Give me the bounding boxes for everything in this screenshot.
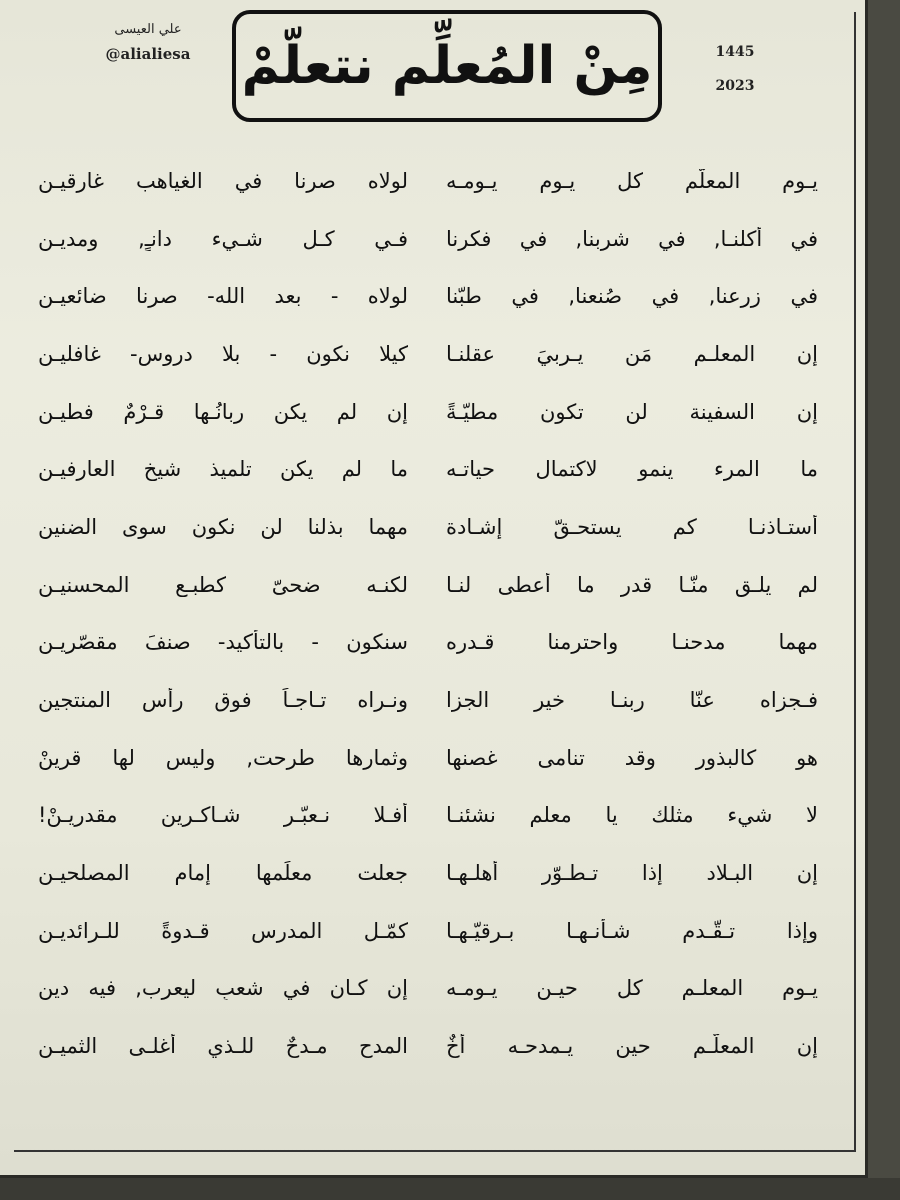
verse-first-hemistich: في أكلنـا, في شربنا, في فكرنا bbox=[446, 226, 818, 251]
verse bbox=[38, 787, 818, 845]
verse-second-hemistich: ونـراه تـاجـاً فوق رأس المنتجين bbox=[38, 688, 408, 713]
verse bbox=[38, 1017, 818, 1075]
title-box bbox=[232, 10, 662, 122]
verse-first-hemistich: وإذا تـقّـدم شـأنـهـا بـرقيّـهـا bbox=[446, 918, 818, 943]
verse-second-hemistich: المدح مـدحٌ للـذي أغلـى الثميـن bbox=[38, 1034, 408, 1059]
verse bbox=[38, 671, 818, 729]
verse-second-hemistich: وثمارها طرحت, وليس لها قرينْ bbox=[38, 745, 408, 770]
verse-first-hemistich: أستـاذنـا كم يستحـقّ إشـادة bbox=[446, 514, 818, 539]
verse bbox=[38, 614, 818, 672]
verse-first-hemistich: فـجزاه عنّا ربنـا خير الجزا bbox=[446, 688, 818, 713]
verse-second-hemistich: مهما بذلنا لن نكون سوى الضنين bbox=[38, 514, 408, 539]
verse-second-hemistich: جعلت معلِّمها إمام المصلحيـن bbox=[38, 861, 408, 886]
verse-first-hemistich: لا شيء مثلك يا معلم نشئنـا bbox=[446, 803, 818, 828]
verse-first-hemistich: إن السفينة لن تكون مطيّـةً bbox=[446, 399, 818, 424]
verse bbox=[38, 267, 818, 325]
verse bbox=[38, 556, 818, 614]
verse bbox=[38, 210, 818, 268]
year-gregorian: 2023 bbox=[715, 78, 755, 94]
verse-second-hemistich: سنكون - بالتأكيد- صنفَ مقصّريـن bbox=[38, 630, 408, 655]
verse bbox=[38, 152, 818, 210]
verse bbox=[38, 729, 818, 787]
verse-first-hemistich: هو كالبذور وقد تنامى غصنها bbox=[446, 745, 818, 770]
verse-second-hemistich: أفـلا نـعبّـر شـاكـرين مقدريـنْ! bbox=[38, 803, 408, 828]
verse-second-hemistich: كمّـل المدرس قـدوةً للـرائديـن bbox=[38, 918, 408, 943]
verse-second-hemistich: كيلا نكون - بلا دروس- غافليـن bbox=[38, 341, 408, 366]
verse bbox=[38, 902, 818, 960]
verse bbox=[38, 325, 818, 383]
page-title: مِنْ المُعلِّم نتعلّمْ bbox=[241, 36, 653, 96]
date-block bbox=[700, 44, 770, 94]
verse-first-hemistich: مهما مدحنـا واحترمنا قـدره bbox=[446, 630, 818, 655]
verse-first-hemistich: يـوم المعلـم كل حيـنٍ يـومـه bbox=[446, 976, 818, 1001]
verse-second-hemistich: إن لم يكن ربانُـها قـرْمٌ فطيـن bbox=[38, 399, 408, 424]
verse bbox=[38, 960, 818, 1018]
year-hijri: 1445 bbox=[715, 44, 755, 60]
desk-surface bbox=[0, 1178, 900, 1200]
verse-first-hemistich: يـوم المعلّم كل يـوم يـومـه bbox=[446, 168, 818, 193]
verse bbox=[38, 844, 818, 902]
verse-first-hemistich: إن المعلّـم حين يـمدحـه أخٌ bbox=[446, 1034, 818, 1059]
verse-second-hemistich: لولاه - بعد الله- صرنا ضائعيـن bbox=[38, 284, 408, 309]
verse-second-hemistich: لولاه صرنا في الغياهب غارقيـن bbox=[38, 168, 408, 193]
author-handle: @alialiesa bbox=[105, 45, 191, 63]
verse bbox=[38, 498, 818, 556]
verse-first-hemistich: ما المرء ينمو لاكتمال حياتـه bbox=[446, 457, 818, 482]
verse-second-hemistich: ما لم يكن تلميذ شيخ العارفيـن bbox=[38, 457, 408, 482]
verse bbox=[38, 383, 818, 441]
author-name: علي العيسى bbox=[114, 22, 182, 37]
verse-first-hemistich: إن المعلـم مَن يـربيَ عقلنـا bbox=[446, 341, 818, 366]
poem bbox=[38, 152, 818, 1075]
author-block bbox=[78, 22, 218, 63]
verse-second-hemistich: لكنـه ضحىّ كطبـع المحسنيـن bbox=[38, 572, 408, 597]
verse-second-hemistich: إن كـان في شعبٍ ليعرب, فيه دين bbox=[38, 976, 408, 1001]
verse bbox=[38, 440, 818, 498]
verse-first-hemistich: لم يلـق منّـا قدر ما أعطى لنـا bbox=[446, 572, 818, 597]
verse-first-hemistich: إن البـلاد إذا تـطـوّر أهلـهـا bbox=[446, 861, 818, 886]
verse-first-hemistich: في زرعنا, في صُنعنا, في طبّنا bbox=[446, 284, 818, 309]
verse-second-hemistich: فـي كـل شـيء دانـٍ, ومديـن bbox=[38, 226, 408, 251]
